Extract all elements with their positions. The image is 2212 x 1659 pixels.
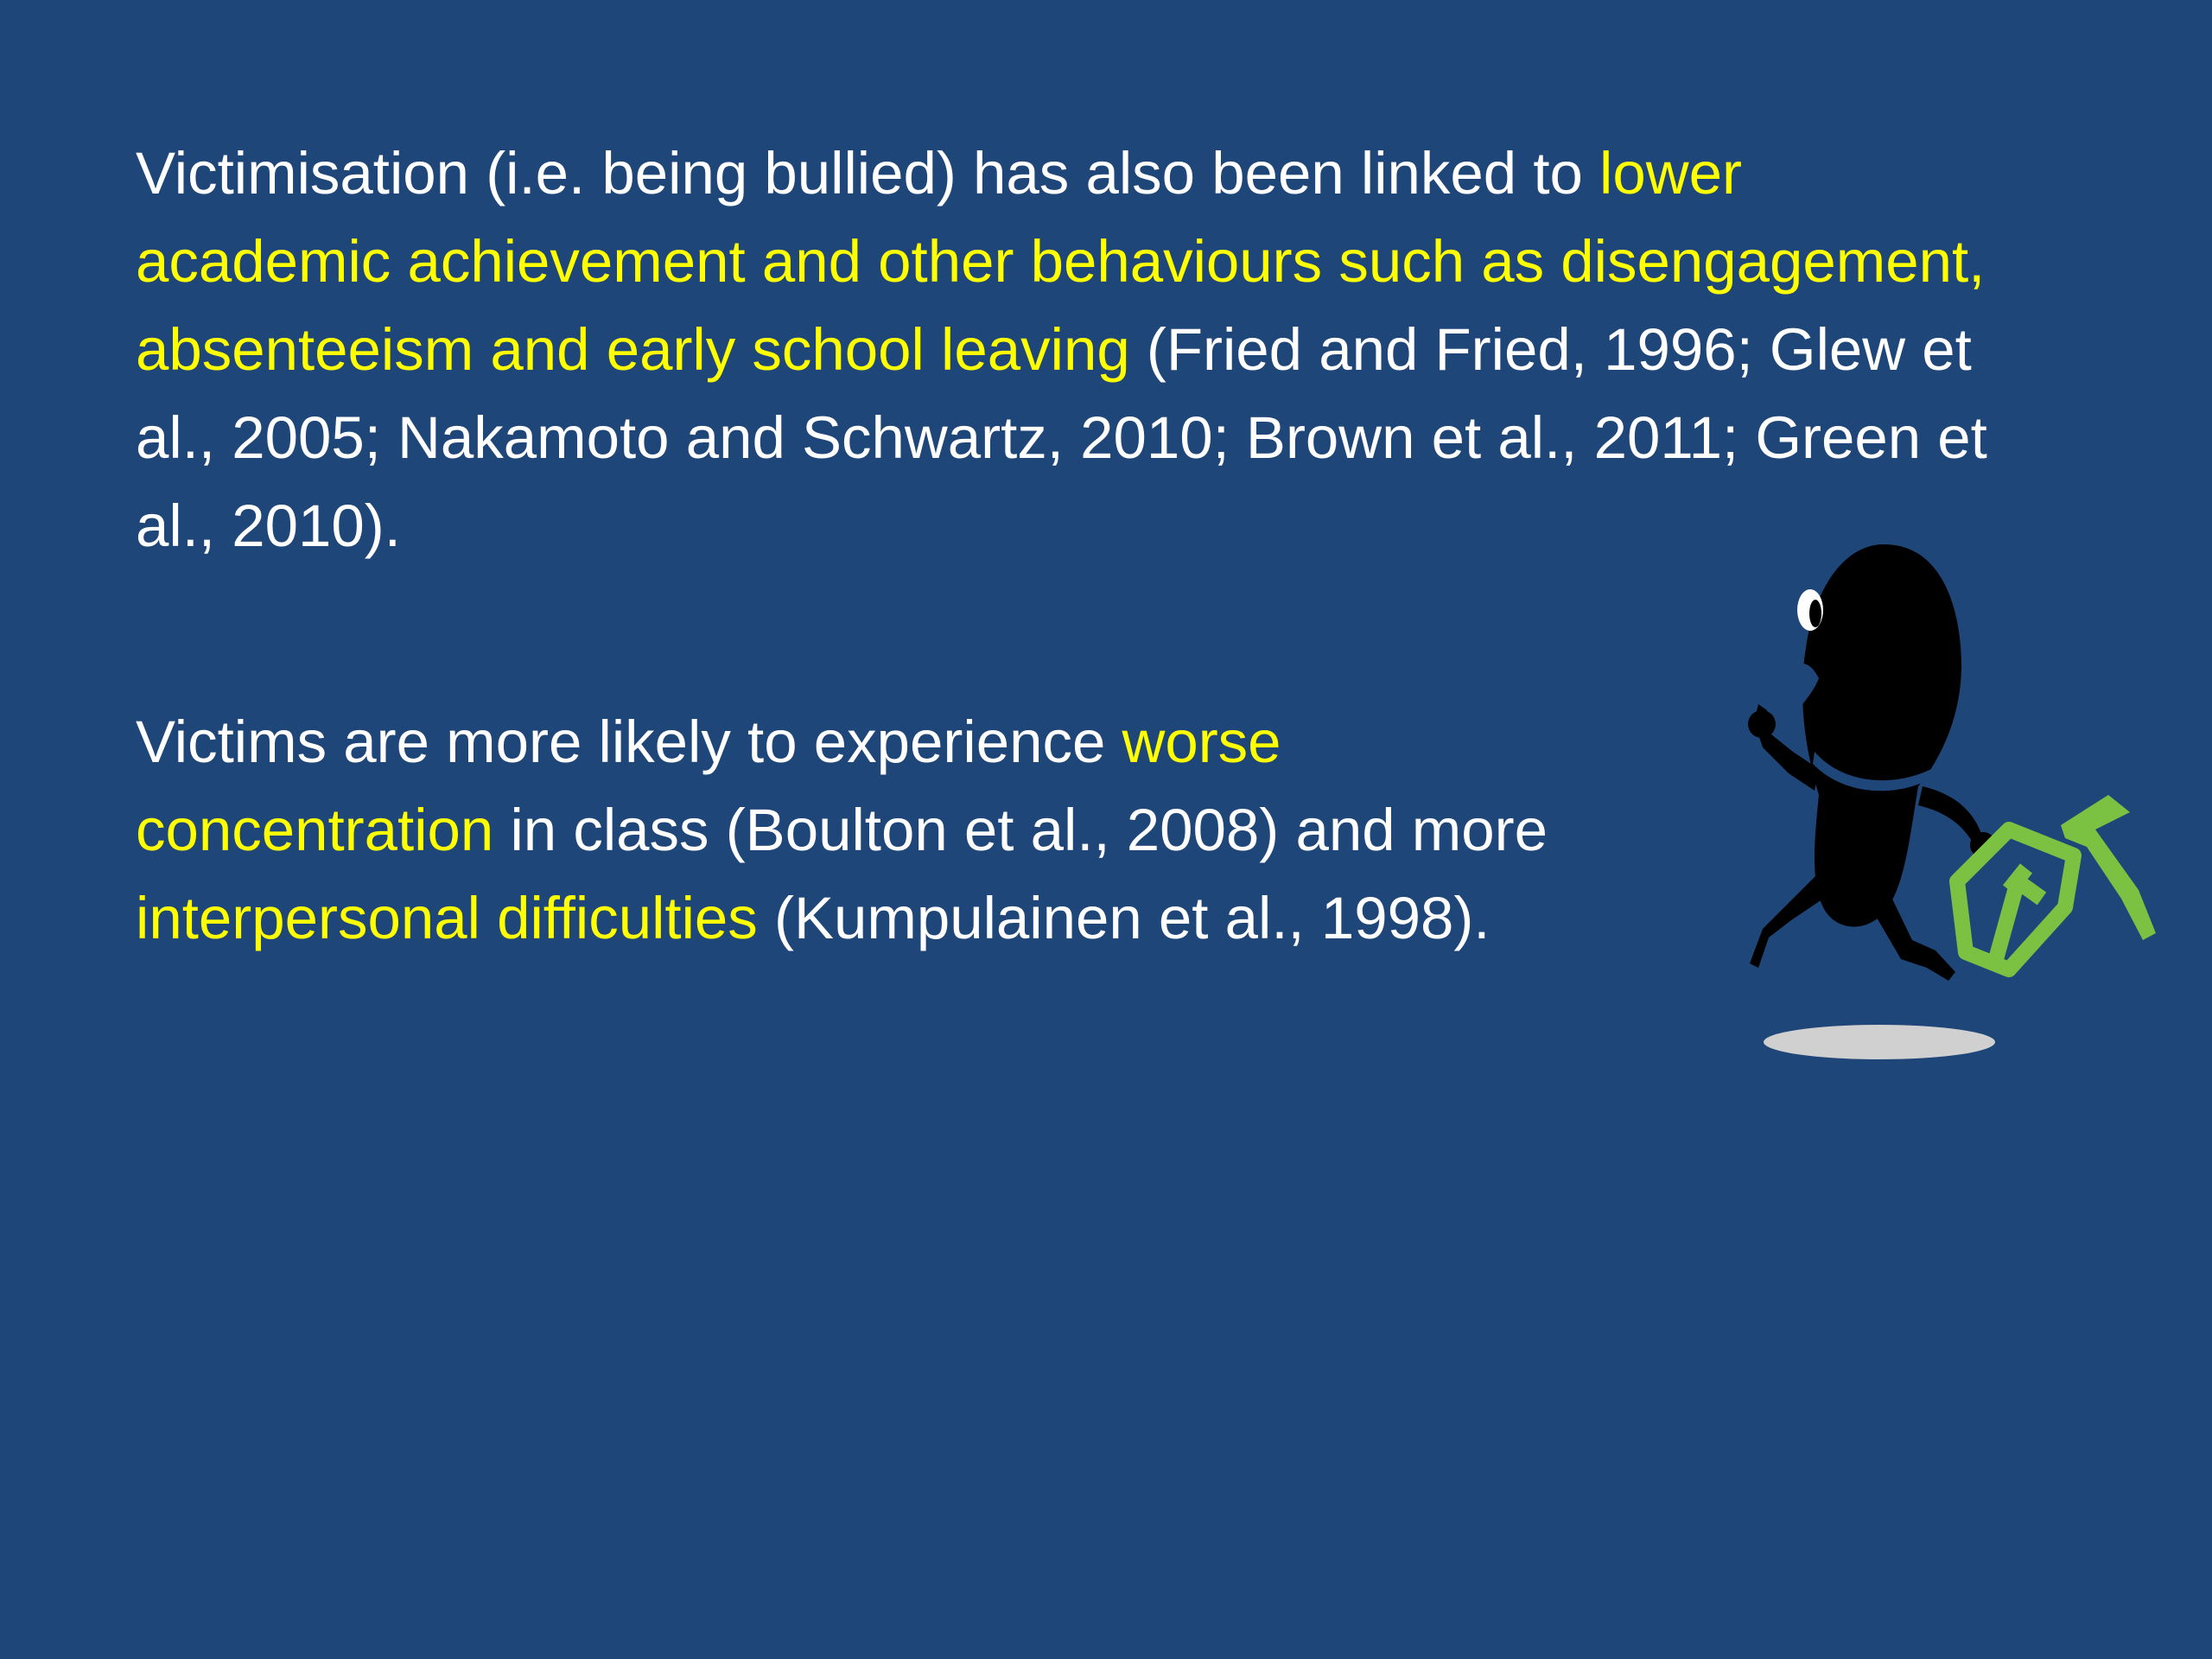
- paragraph-text: Victimisation (i.e. being bullied) has also been linked to: [136, 140, 1600, 207]
- victims-paragraph: [136, 698, 1605, 963]
- highlighted-text: lower academic achievement and other behaviours such as disengagement, absenteeism and early school leaving: [136, 140, 1986, 383]
- running-figure-icon: [1724, 527, 2173, 1071]
- citation-text: (Kumpulainen et al., 1998).: [757, 885, 1491, 951]
- victimisation-paragraph: [136, 130, 1993, 570]
- figure-body: [1802, 544, 1961, 927]
- highlighted-text: worse concentration: [136, 709, 1281, 863]
- paragraph-text: in class (Boulton et al., 2008) and more: [493, 797, 1548, 863]
- front-leg: [1871, 890, 1955, 981]
- citation-text: (Fried and Fried, 1996; Glew et al., 2005; Nakamoto and Schwartz, 2010; Brown et al., 2011; Green et al., 2010).: [136, 316, 1987, 559]
- highlighted-text: interpersonal difficulties: [136, 885, 758, 951]
- ground-shadow: [1764, 1025, 1995, 1059]
- paragraph-text: Victims are more likely to experience: [136, 709, 1122, 775]
